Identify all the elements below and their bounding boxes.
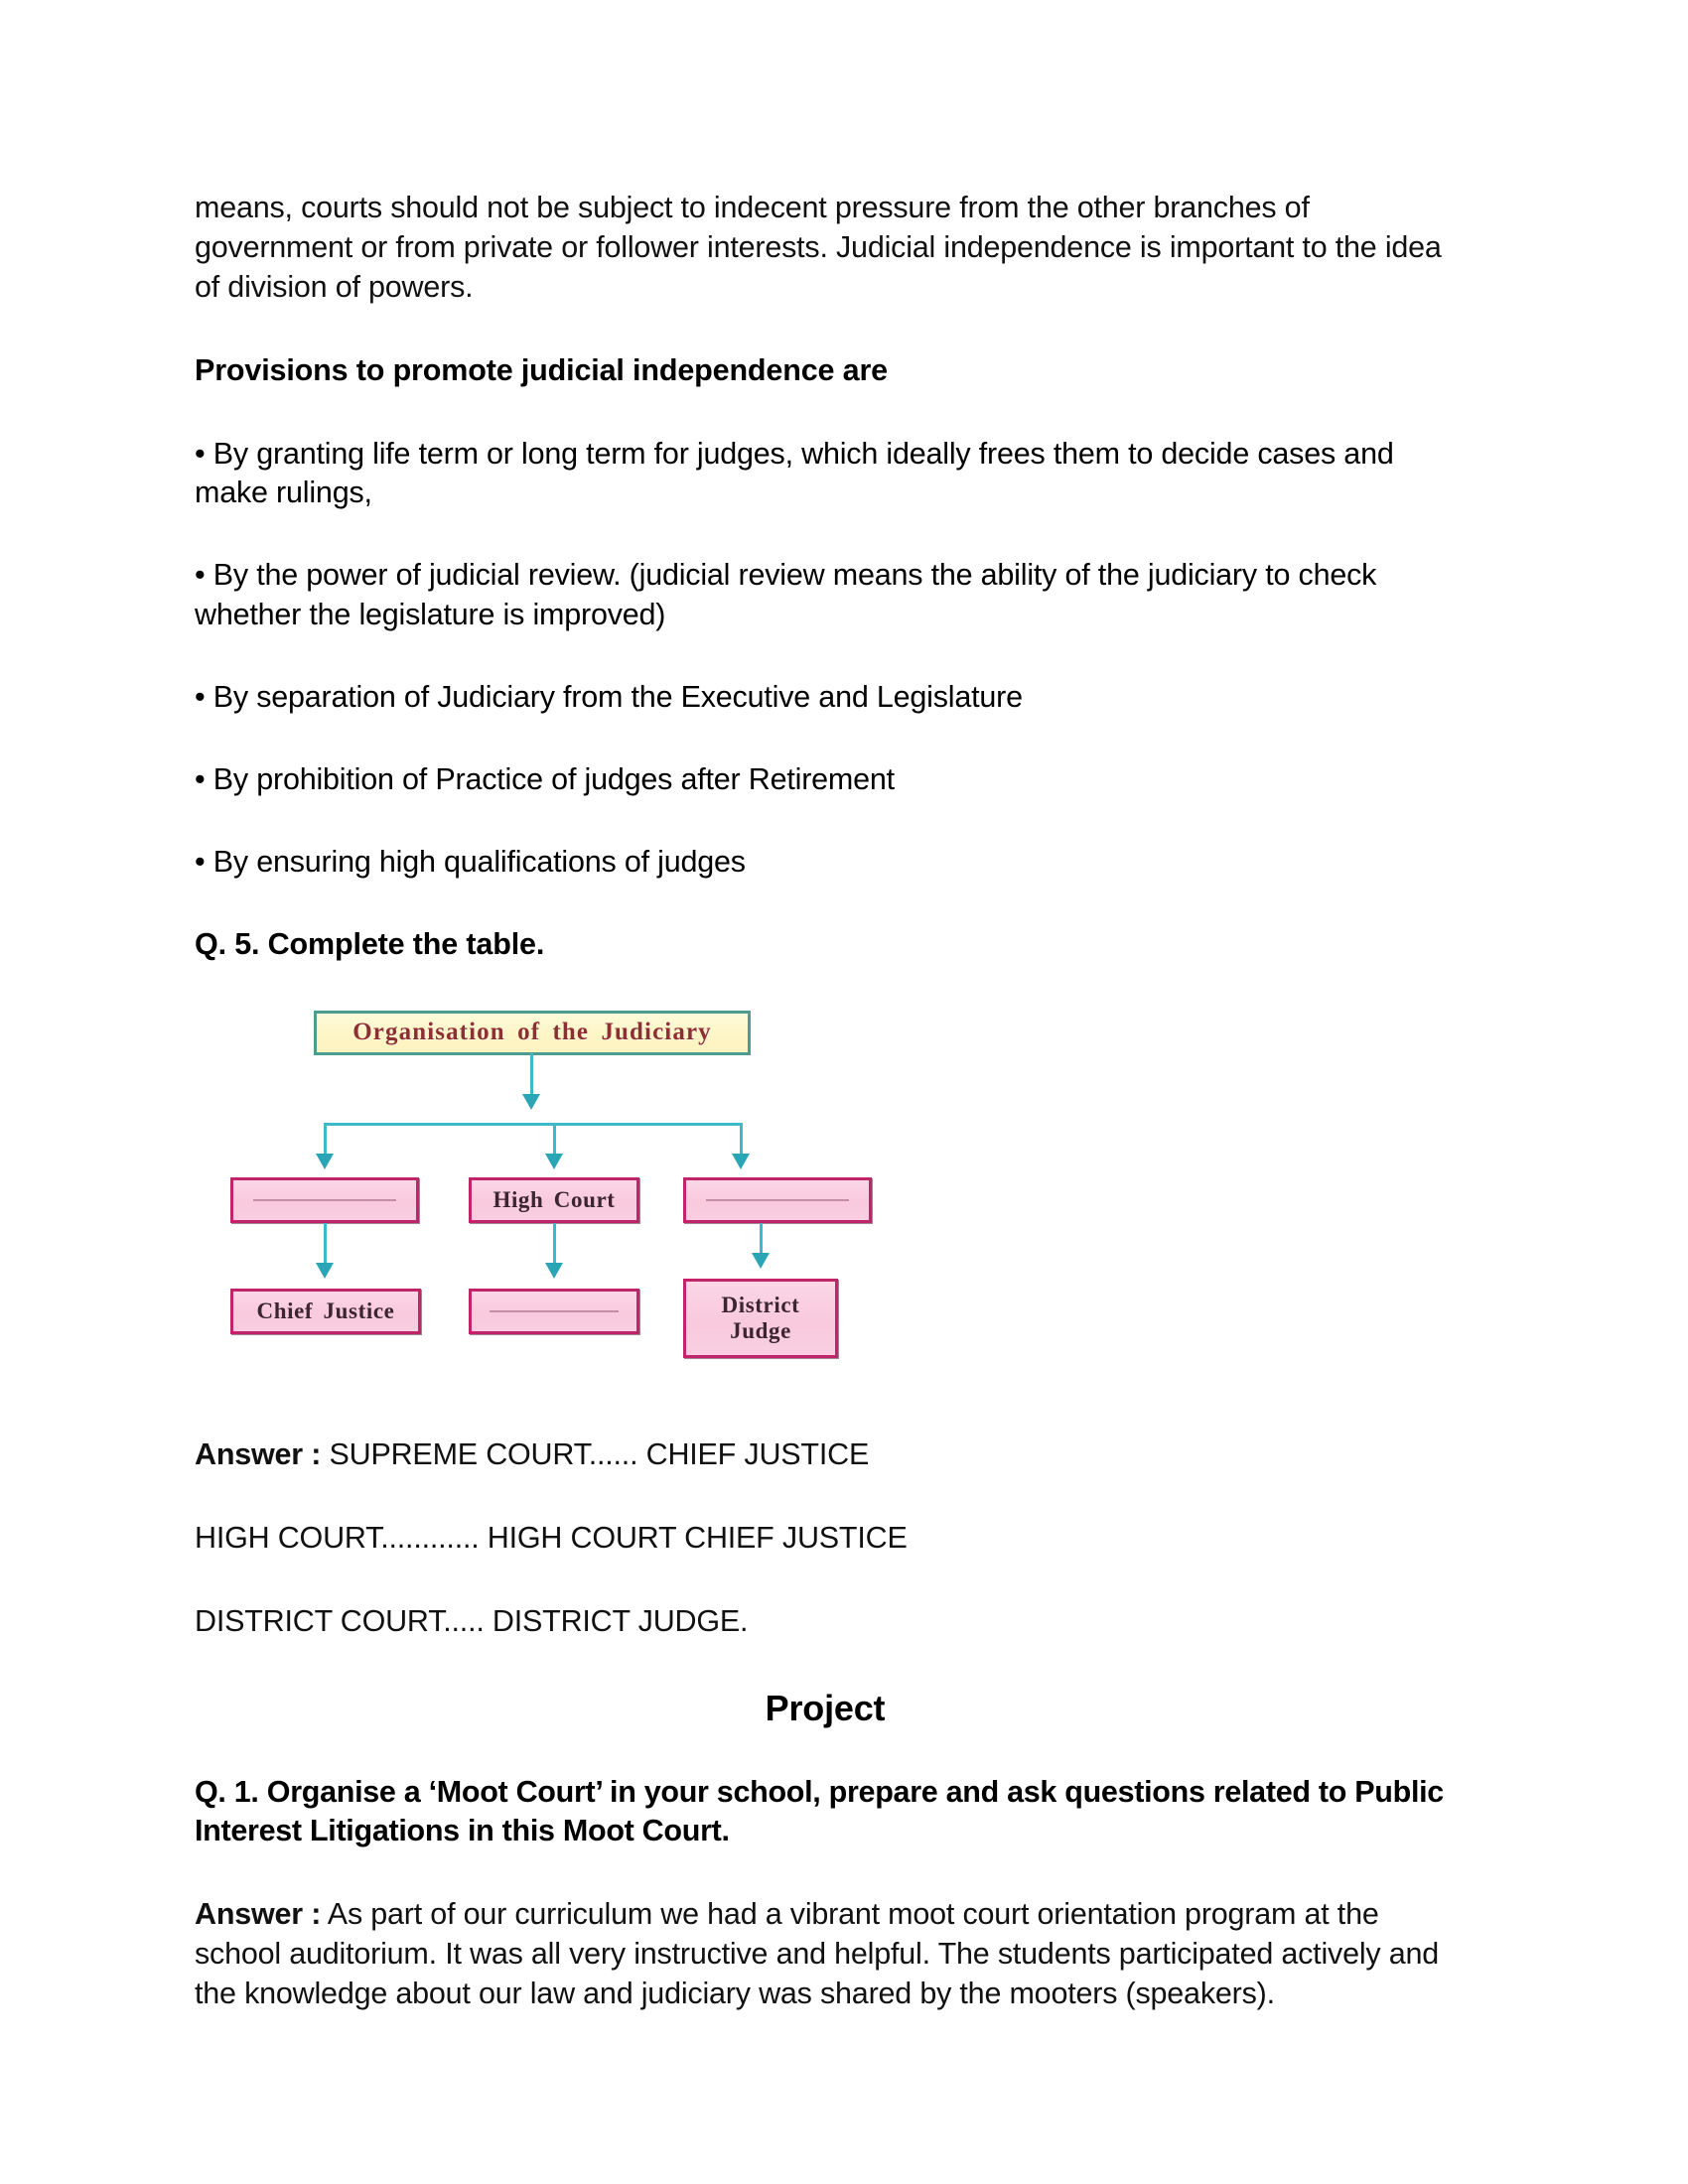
answer-label: Answer : (195, 1896, 322, 1931)
diagram-title-box (314, 1011, 751, 1055)
provisions-heading: Provisions to promote judicial independence are (195, 352, 888, 387)
answer-label: Answer : (195, 1436, 322, 1471)
provision-bullet-3: • By separation of Judiciary from the Executive and Legislature (195, 680, 1023, 715)
arrowhead-right-to-district-icon (752, 1253, 770, 1269)
arrowhead-title-down-icon (522, 1094, 540, 1110)
connector-horizontal-bus (324, 1123, 741, 1126)
project-heading: Project (765, 1687, 886, 1728)
answer-5-line-1 (195, 1435, 1456, 1475)
project-answer-1 (195, 1895, 1456, 2014)
diagram-box-district-court-blank[interactable] (683, 1177, 872, 1223)
arrowhead-drop-center-icon (545, 1154, 563, 1169)
diagram-box-high-court-label: High Court (492, 1186, 616, 1212)
question-5-label: Q. 5. Complete the table. (195, 927, 545, 962)
diagram-box-district-judge[interactable] (683, 1279, 838, 1358)
document-content (195, 189, 1456, 2058)
arrowhead-drop-left-icon (316, 1154, 334, 1169)
diagram-box-supreme-court-blank[interactable] (230, 1177, 419, 1223)
blank-answer-line (253, 1199, 396, 1201)
arrowhead-left-to-chief-icon (316, 1263, 334, 1279)
diagram-box-chief-justice[interactable] (230, 1289, 421, 1334)
provision-bullet-1: • By granting life term or long term for judges, which ideally frees them to decide cases and make rulings, (195, 436, 1394, 510)
arrowhead-center-down-icon (545, 1263, 563, 1279)
answer-5-line-3: DISTRICT COURT..... DISTRICT JUDGE. (195, 1603, 749, 1638)
provision-bullet-2: • By the power of judicial review. (judicial review means the ability of the judiciary to check whether the legislature is improved) (195, 558, 1377, 632)
project-question-1: Q. 1. Organise a ‘Moot Court’ in your school, prepare and ask questions related to Public Interest Litigations in this Moot Court. (195, 1774, 1444, 1848)
provision-bullet-5: • By ensuring high qualifications of judges (195, 845, 746, 880)
judiciary-organisation-diagram (209, 1009, 864, 1406)
diagram-box-chief-justice-label: Chief Justice (256, 1297, 395, 1323)
blank-answer-line (706, 1199, 849, 1201)
diagram-box-high-court-chief-justice-blank[interactable] (469, 1289, 639, 1334)
provision-bullet-4: • By prohibition of Practice of judges after Retirement (195, 762, 895, 797)
diagram-box-high-court[interactable] (469, 1177, 639, 1223)
arrowhead-drop-right-icon (732, 1154, 750, 1169)
diagram-box-district-judge-label: District Judge (721, 1293, 800, 1343)
intro-paragraph: means, courts should not be subject to indecent pressure from the other branches of government or from private or follower interests. Judicial independence is important to the idea of division of powers. (195, 191, 1442, 304)
diagram-title-text: Organisation of the Judiciary (352, 1019, 712, 1046)
answer-5-text-1: SUPREME COURT...... CHIEF JUSTICE (321, 1436, 870, 1471)
blank-answer-line (490, 1310, 618, 1312)
project-answer-text: As part of our curriculum we had a vibrant moot court orientation program at the school auditorium. It was all very instructive and helpful. The students participated actively and the knowledge about our law and judiciary was shared by the mooters (speakers). (195, 1896, 1440, 2010)
answer-5-line-2: HIGH COURT............ HIGH COURT CHIEF JUSTICE (195, 1520, 908, 1555)
